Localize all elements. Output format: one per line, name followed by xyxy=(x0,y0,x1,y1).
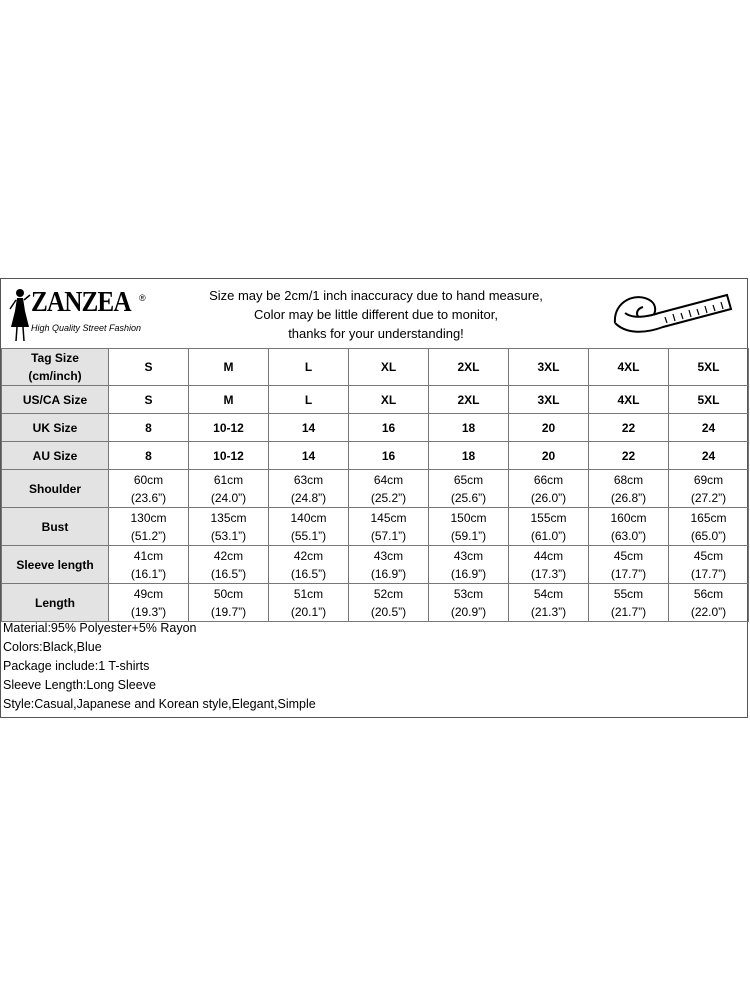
table-cell: 140cm (55.1”) xyxy=(269,508,349,546)
size-header-cell: L xyxy=(269,349,349,386)
notice-line: Color may be little different due to monitor, xyxy=(254,307,498,322)
table-cell: 18 xyxy=(429,414,509,442)
table-cell: 16 xyxy=(349,414,429,442)
size-table xyxy=(1,348,749,622)
table-cell: 22 xyxy=(589,442,669,470)
table-row xyxy=(2,470,749,508)
table-cell: 10-12 xyxy=(189,414,269,442)
table-cell: 45cm (17.7”) xyxy=(589,546,669,584)
note-colors: Colors:Black,Blue xyxy=(3,640,102,654)
table-cell: 56cm (22.0”) xyxy=(669,584,749,622)
table-cell: 20 xyxy=(509,414,589,442)
table-cell: 51cm (20.1”) xyxy=(269,584,349,622)
table-cell: 54cm (21.3”) xyxy=(509,584,589,622)
table-cell: 69cm (27.2”) xyxy=(669,470,749,508)
note-sleeve-length: Sleeve Length:Long Sleeve xyxy=(3,678,156,692)
table-cell: 24 xyxy=(669,442,749,470)
table-row xyxy=(2,349,749,386)
product-notes xyxy=(3,619,316,714)
table-cell: 52cm (20.5”) xyxy=(349,584,429,622)
size-header-cell: 5XL xyxy=(669,349,749,386)
table-row xyxy=(2,442,749,470)
table-cell: 61cm (24.0”) xyxy=(189,470,269,508)
table-cell: 44cm (17.3”) xyxy=(509,546,589,584)
table-row xyxy=(2,546,749,584)
table-cell: 43cm (16.9”) xyxy=(349,546,429,584)
table-row xyxy=(2,414,749,442)
table-cell: 5XL xyxy=(669,386,749,414)
brand-name: ZANZEA xyxy=(31,287,131,318)
table-cell: 63cm (24.8”) xyxy=(269,470,349,508)
notice-line: Size may be 2cm/1 inch inaccuracy due to hand measure, xyxy=(209,288,543,303)
table-cell: 18 xyxy=(429,442,509,470)
note-material: Material:95% Polyester+5% Rayon xyxy=(3,621,197,635)
table-cell: 24 xyxy=(669,414,749,442)
table-cell: 14 xyxy=(269,442,349,470)
table-cell: 42cm (16.5”) xyxy=(189,546,269,584)
table-cell: 53cm (20.9”) xyxy=(429,584,509,622)
table-row xyxy=(2,386,749,414)
measurement-notice xyxy=(161,286,591,343)
table-cell: L xyxy=(269,386,349,414)
table-cell: 155cm (61.0”) xyxy=(509,508,589,546)
table-cell: 130cm (51.2”) xyxy=(109,508,189,546)
table-cell: 45cm (17.7”) xyxy=(669,546,749,584)
row-label-shoulder: Shoulder xyxy=(2,470,109,508)
row-label-au: AU Size xyxy=(2,442,109,470)
measuring-tape-icon xyxy=(607,283,737,341)
table-cell: 55cm (21.7”) xyxy=(589,584,669,622)
table-cell: 64cm (25.2”) xyxy=(349,470,429,508)
table-cell: 66cm (26.0”) xyxy=(509,470,589,508)
table-cell: 135cm (53.1”) xyxy=(189,508,269,546)
table-cell: 20 xyxy=(509,442,589,470)
fashion-figure-icon xyxy=(7,287,33,343)
table-cell: 42cm (16.5”) xyxy=(269,546,349,584)
size-chart xyxy=(0,278,748,718)
note-package: Package include:1 T-shirts xyxy=(3,659,150,673)
brand-logo xyxy=(7,285,157,343)
table-cell: 43cm (16.9”) xyxy=(429,546,509,584)
table-cell: 50cm (19.7”) xyxy=(189,584,269,622)
chart-header xyxy=(1,279,747,348)
table-cell: 2XL xyxy=(429,386,509,414)
table-cell: 8 xyxy=(109,414,189,442)
table-row xyxy=(2,508,749,546)
table-cell: 10-12 xyxy=(189,442,269,470)
table-cell: XL xyxy=(349,386,429,414)
table-cell: 60cm (23.6”) xyxy=(109,470,189,508)
table-cell: 8 xyxy=(109,442,189,470)
table-cell: 68cm (26.8”) xyxy=(589,470,669,508)
row-label-length: Length xyxy=(2,584,109,622)
table-cell: 49cm (19.3”) xyxy=(109,584,189,622)
size-header-cell: 2XL xyxy=(429,349,509,386)
table-cell: 145cm (57.1”) xyxy=(349,508,429,546)
notice-line: thanks for your understanding! xyxy=(288,326,464,341)
row-label-us-ca: US/CA Size xyxy=(2,386,109,414)
table-cell: 150cm (59.1”) xyxy=(429,508,509,546)
table-row xyxy=(2,584,749,622)
size-header-cell: 3XL xyxy=(509,349,589,386)
row-label-bust: Bust xyxy=(2,508,109,546)
size-header-cell: S xyxy=(109,349,189,386)
brand-tagline: High Quality Street Fashion xyxy=(31,323,142,333)
table-cell: M xyxy=(189,386,269,414)
table-cell: 22 xyxy=(589,414,669,442)
table-cell: 4XL xyxy=(589,386,669,414)
row-label-tag-size: Tag Size (cm/inch) xyxy=(2,349,109,386)
registered-mark: ® xyxy=(139,293,146,303)
size-header-cell: 4XL xyxy=(589,349,669,386)
size-header-cell: M xyxy=(189,349,269,386)
note-style: Style:Casual,Japanese and Korean style,Elegant,Simple xyxy=(3,697,316,711)
table-cell: 160cm (63.0”) xyxy=(589,508,669,546)
table-cell: 16 xyxy=(349,442,429,470)
row-label-sleeve-length: Sleeve length xyxy=(2,546,109,584)
table-cell: S xyxy=(109,386,189,414)
table-cell: 41cm (16.1”) xyxy=(109,546,189,584)
table-cell: 14 xyxy=(269,414,349,442)
table-cell: 65cm (25.6”) xyxy=(429,470,509,508)
table-cell: 165cm (65.0”) xyxy=(669,508,749,546)
table-cell: 3XL xyxy=(509,386,589,414)
row-label-uk: UK Size xyxy=(2,414,109,442)
size-header-cell: XL xyxy=(349,349,429,386)
